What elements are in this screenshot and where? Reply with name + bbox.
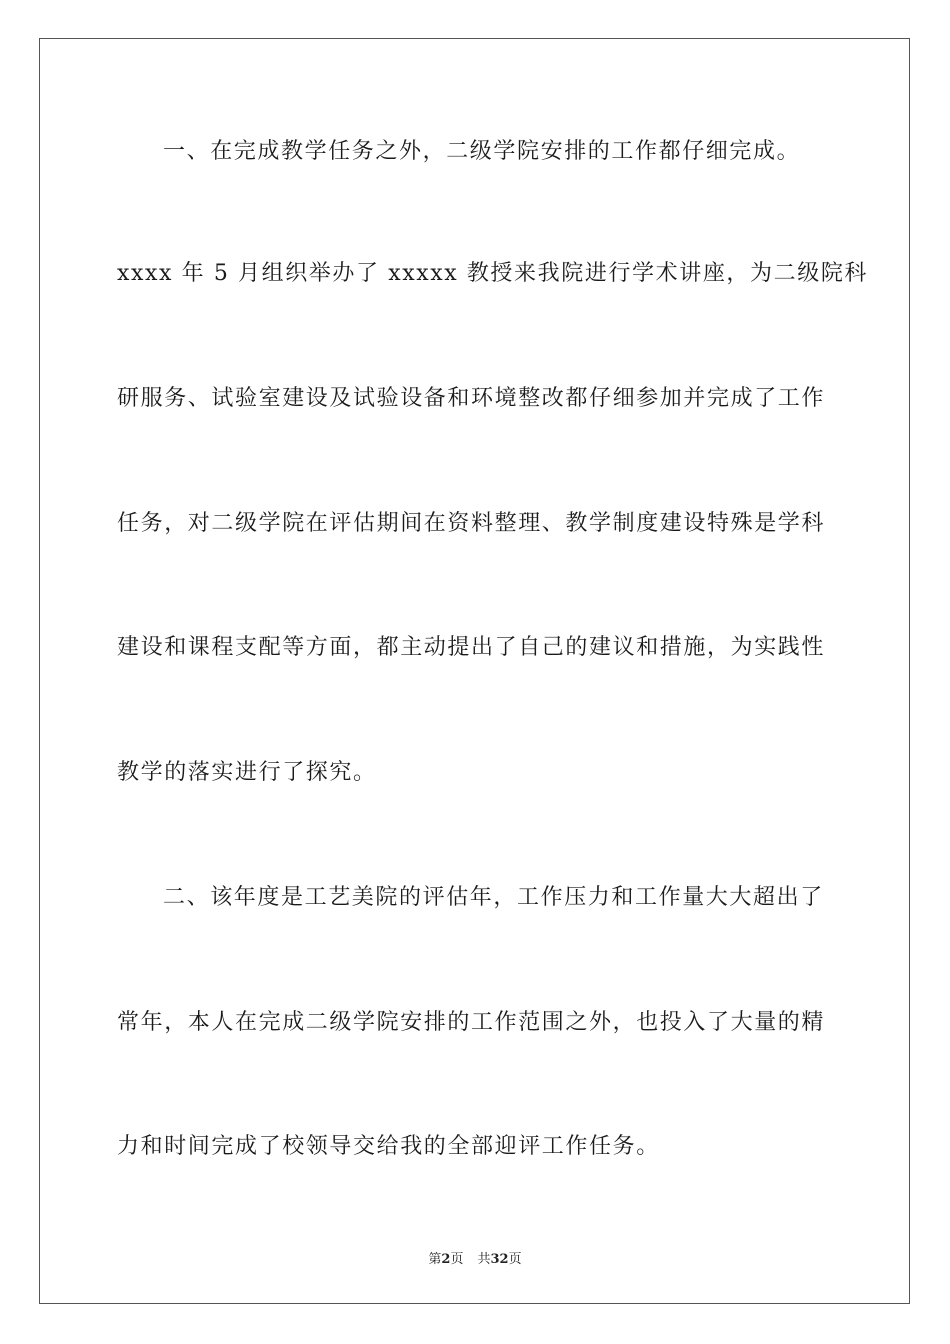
paragraph-1-line-1: 一、在完成教学任务之外，二级学院安排的工作都仔细完成。	[163, 139, 801, 164]
paragraph-1-line-6: 教学的落实进行了探究。	[117, 760, 377, 785]
footer-total-suffix: 页	[508, 1252, 522, 1267]
footer-page-prefix: 第	[428, 1252, 442, 1267]
footer-total-pages: 32	[490, 1252, 509, 1267]
footer-page-suffix: 页	[450, 1252, 464, 1267]
page-frame	[39, 38, 910, 1304]
paragraph-1-line-4: 任务，对二级学院在评估期间在资料整理、教学制度建设特殊是学科	[117, 511, 826, 536]
paragraph-1-line-5: 建设和课程支配等方面，都主动提出了自己的建议和措施，为实践性	[117, 635, 826, 660]
paragraph-2-line-2: 常年，本人在完成二级学院安排的工作范围之外，也投入了大量的精	[117, 1010, 826, 1035]
paragraph-1-line-3: 研服务、试验室建设及试验设备和环境整改都仔细参加并完成了工作	[117, 386, 826, 411]
paragraph-2-line-1: 二、该年度是工艺美院的评估年，工作压力和工作量大大超出了	[163, 885, 824, 910]
footer-total-prefix: 共	[477, 1252, 491, 1267]
paragraph-1-line-2: xxxx 年 5 月组织举办了 xxxxx 教授来我院进行学术讲座，为二级院科	[117, 261, 869, 286]
page-footer	[0, 1248, 950, 1267]
paragraph-2-line-3: 力和时间完成了校领导交给我的全部迎评工作任务。	[117, 1134, 660, 1159]
footer-page-number: 2	[441, 1252, 451, 1267]
